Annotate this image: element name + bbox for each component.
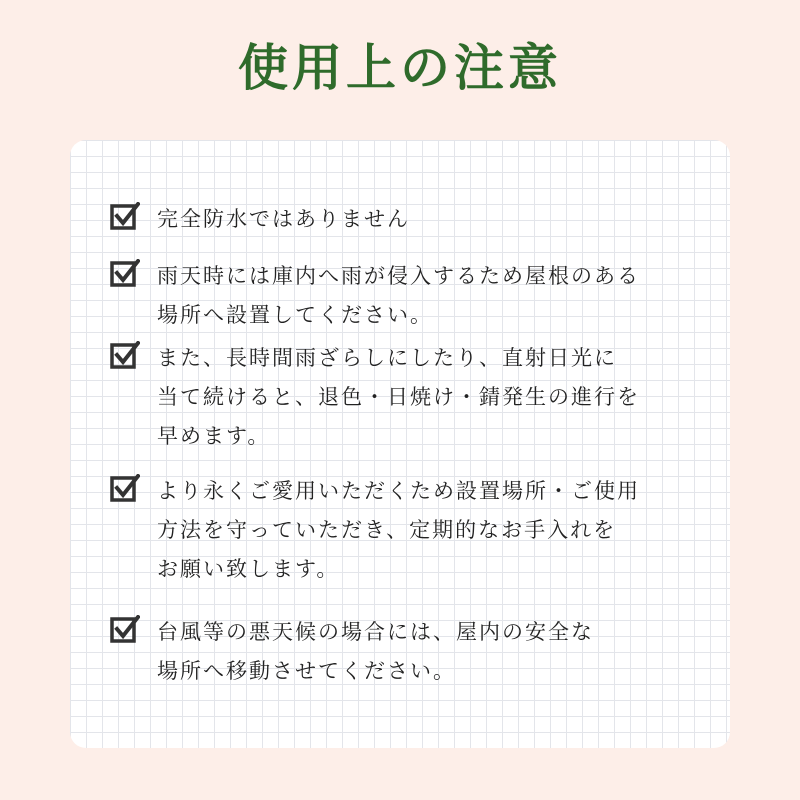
checkbox-checked-icon: [110, 474, 140, 504]
notice-item-text: 台風等の悪天候の場合には、屋内の安全な 場所へ移動させてください。: [157, 620, 594, 683]
page-title: 使用上の注意: [238, 39, 562, 97]
checkbox-checked-icon: [110, 615, 140, 645]
notice-item-text: 雨天時には庫内へ雨が侵入するため屋根のある 場所へ設置してください。: [157, 264, 640, 327]
notice-item: [110, 257, 700, 335]
notice-item-text: また、長時間雨ざらしにしたり、直射日光に 当て続けると、退色・日焼け・錆発生の進行を 早めます。: [157, 346, 640, 448]
notice-item-text: より永くご愛用いただくため設置場所・ご使用 方法を守っていただき、定期的なお手入れを お願い致します。: [157, 479, 640, 581]
notice-item-text: 完全防水ではありません: [157, 207, 410, 231]
checkbox-checked-icon: [110, 202, 140, 232]
checkbox-checked-icon: [110, 341, 140, 371]
notice-item: [110, 200, 700, 239]
notice-item: [110, 339, 700, 456]
checkbox-checked-icon: [110, 259, 140, 289]
notice-card: [70, 140, 730, 748]
notice-item: [110, 472, 700, 589]
notice-item: [110, 613, 700, 691]
